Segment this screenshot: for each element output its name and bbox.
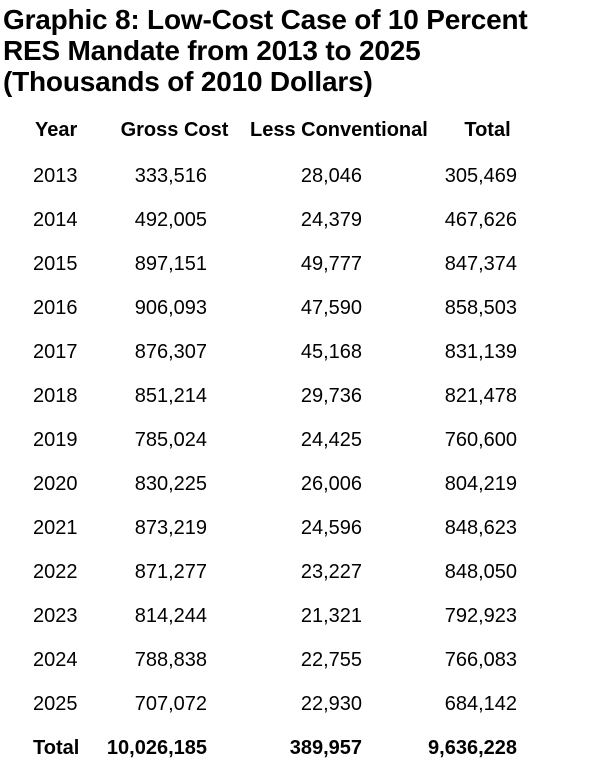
total-row bbox=[33, 715, 558, 759]
year-cell: 2021 bbox=[33, 517, 78, 539]
total-row-gross-cost-cell: 10,026,185 bbox=[106, 737, 207, 759]
gross-cost-cell: 333,516 bbox=[134, 165, 207, 187]
year-cell: 2016 bbox=[33, 297, 78, 319]
table-row bbox=[33, 231, 558, 275]
less-conventional-cell: 49,777 bbox=[300, 253, 362, 275]
gross-cost-cell: 906,093 bbox=[134, 297, 207, 319]
gross-cost-cell: 876,307 bbox=[134, 341, 207, 363]
column-header-gross-cost: Gross Cost bbox=[120, 119, 229, 141]
cost-table bbox=[33, 111, 558, 759]
total-cell: 821,478 bbox=[444, 385, 517, 407]
less-conventional-cell: 23,227 bbox=[300, 561, 362, 583]
year-cell: 2017 bbox=[33, 341, 78, 363]
year-cell: 2020 bbox=[33, 473, 78, 495]
less-conventional-cell: 47,590 bbox=[300, 297, 362, 319]
table-row bbox=[33, 451, 558, 495]
gross-cost-cell: 785,024 bbox=[134, 429, 207, 451]
total-cell: 684,142 bbox=[444, 693, 517, 715]
table-row bbox=[33, 407, 558, 451]
total-row-less-conventional-cell: 389,957 bbox=[289, 737, 362, 759]
less-conventional-cell: 22,755 bbox=[300, 649, 362, 671]
table-row bbox=[33, 275, 558, 319]
column-header-year: Year bbox=[35, 119, 78, 141]
year-cell: 2023 bbox=[33, 605, 78, 627]
total-cell: 760,600 bbox=[444, 429, 517, 451]
gross-cost-cell: 830,225 bbox=[134, 473, 207, 495]
table-row bbox=[33, 671, 558, 715]
total-cell: 467,626 bbox=[444, 209, 517, 231]
total-cell: 792,923 bbox=[444, 605, 517, 627]
gross-cost-cell: 814,244 bbox=[134, 605, 207, 627]
year-cell: 2014 bbox=[33, 209, 78, 231]
less-conventional-cell: 45,168 bbox=[300, 341, 362, 363]
year-cell: 2019 bbox=[33, 429, 78, 451]
less-conventional-cell: 24,596 bbox=[300, 517, 362, 539]
total-cell: 766,083 bbox=[444, 649, 517, 671]
table-row bbox=[33, 495, 558, 539]
year-cell: 2025 bbox=[33, 693, 78, 715]
total-cell: 804,219 bbox=[444, 473, 517, 495]
less-conventional-cell: 24,379 bbox=[300, 209, 362, 231]
less-conventional-cell: 29,736 bbox=[300, 385, 362, 407]
less-conventional-cell: 24,425 bbox=[300, 429, 362, 451]
table-row bbox=[33, 583, 558, 627]
gross-cost-cell: 707,072 bbox=[134, 693, 207, 715]
column-header-less-conventional: Less Conventional bbox=[250, 119, 428, 141]
year-cell: 2018 bbox=[33, 385, 78, 407]
year-cell: 2013 bbox=[33, 165, 78, 187]
table-row bbox=[33, 143, 558, 187]
year-cell: 2015 bbox=[33, 253, 78, 275]
total-cell: 848,623 bbox=[444, 517, 517, 539]
table-row bbox=[33, 627, 558, 671]
gross-cost-cell: 788,838 bbox=[134, 649, 207, 671]
total-row-total-cell: 9,636,228 bbox=[428, 737, 517, 759]
gross-cost-cell: 873,219 bbox=[134, 517, 207, 539]
column-header-total: Total bbox=[464, 119, 511, 141]
total-row-label: Total bbox=[33, 737, 80, 759]
graphic-title-line-2: RES Mandate from 2013 to 2025 bbox=[3, 35, 421, 66]
gross-cost-cell: 492,005 bbox=[134, 209, 207, 231]
total-cell: 847,374 bbox=[444, 253, 517, 275]
graphic-title bbox=[3, 4, 600, 97]
graphic-title-line-1: Graphic 8: Low-Cost Case of 10 Percent bbox=[3, 4, 528, 35]
table-row bbox=[33, 319, 558, 363]
less-conventional-cell: 28,046 bbox=[300, 165, 362, 187]
total-cell: 848,050 bbox=[444, 561, 517, 583]
table-row bbox=[33, 363, 558, 407]
gross-cost-cell: 897,151 bbox=[134, 253, 207, 275]
less-conventional-cell: 22,930 bbox=[300, 693, 362, 715]
graphic-title-line-3: (Thousands of 2010 Dollars) bbox=[3, 66, 373, 97]
year-cell: 2022 bbox=[33, 561, 78, 583]
table-row bbox=[33, 187, 558, 231]
header-row bbox=[33, 111, 558, 143]
table-row bbox=[33, 539, 558, 583]
gross-cost-cell: 851,214 bbox=[134, 385, 207, 407]
less-conventional-cell: 21,321 bbox=[300, 605, 362, 627]
less-conventional-cell: 26,006 bbox=[300, 473, 362, 495]
total-cell: 831,139 bbox=[444, 341, 517, 363]
gross-cost-cell: 871,277 bbox=[134, 561, 207, 583]
total-cell: 858,503 bbox=[444, 297, 517, 319]
year-cell: 2024 bbox=[33, 649, 78, 671]
total-cell: 305,469 bbox=[444, 165, 517, 187]
